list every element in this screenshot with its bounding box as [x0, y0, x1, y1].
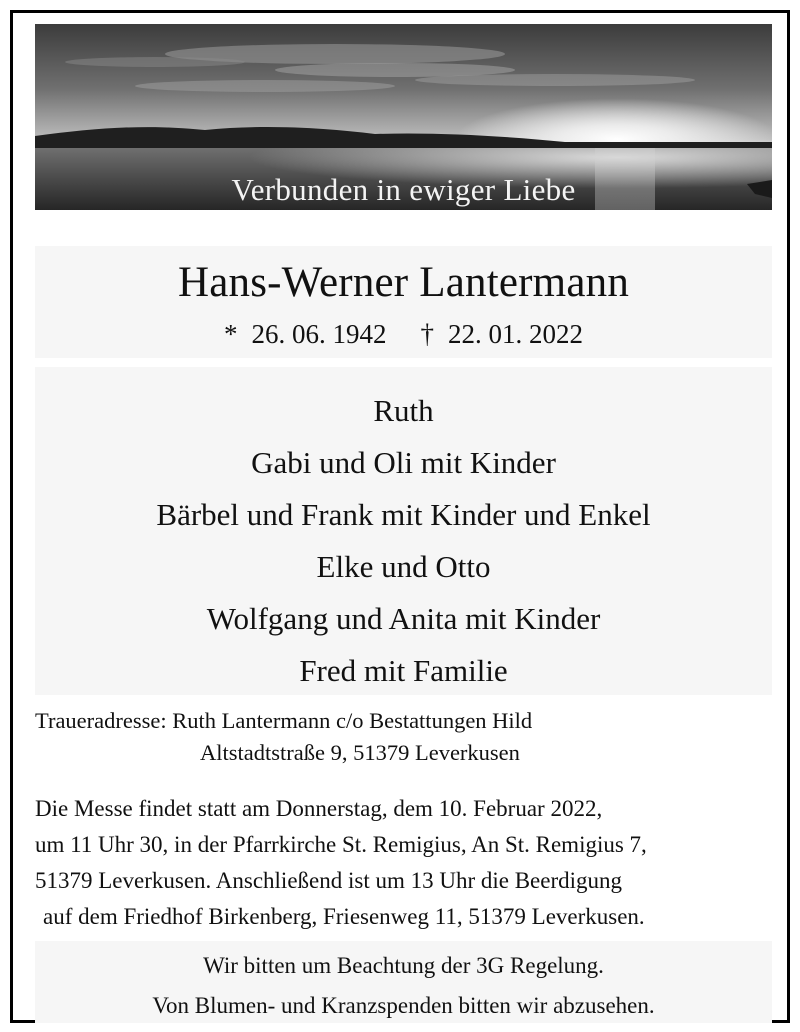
- obituary-frame: [10, 10, 790, 1023]
- address-line-2: Altstadtstraße 9, 51379 Leverkusen: [200, 740, 520, 765]
- name-section: [35, 246, 772, 358]
- mourning-address: [35, 705, 532, 769]
- birth-date: 26. 06. 1942: [251, 319, 387, 349]
- family-member: Wolfgang und Anita mit Kinder: [206, 601, 601, 636]
- mass-line: auf dem Friedhof Birkenberg, Friesenweg 11, 51379 Leverkusen.: [43, 904, 645, 929]
- notes-section: [35, 941, 772, 1023]
- birth-symbol: *: [224, 319, 238, 349]
- hero-caption: Verbunden in ewiger Liebe: [231, 172, 576, 207]
- note-3g-rule: Wir bitten um Beachtung der 3G Regelung.: [203, 953, 604, 978]
- mass-line: um 11 Uhr 30, in der Pfarrkirche St. Remigius, An St. Remigius 7,: [35, 832, 647, 857]
- death-cross-icon: †: [420, 319, 434, 349]
- family-member: Fred mit Familie: [299, 653, 508, 688]
- deceased-name: Hans-Werner Lantermann: [177, 259, 630, 306]
- death-date: 22. 01. 2022: [448, 319, 583, 349]
- address-line-1: Traueradresse: Ruth Lantermann c/o Bestattungen Hild: [35, 708, 533, 733]
- family-section: [35, 367, 772, 695]
- note-flowers: Von Blumen- und Kranzspenden bitten wir abzusehen.: [152, 993, 655, 1018]
- sunset-image: [35, 24, 772, 210]
- family-member: Ruth: [373, 393, 434, 428]
- life-dates: [35, 319, 772, 350]
- family-member: Elke und Otto: [316, 549, 491, 584]
- family-member: Gabi und Oli mit Kinder: [251, 445, 556, 480]
- mass-info: [35, 791, 775, 935]
- mass-line: Die Messe findet statt am Donnerstag, dem 10. Februar 2022,: [35, 796, 603, 821]
- mass-line: 51379 Leverkusen. Anschließend ist um 13 Uhr die Beerdigung: [35, 868, 623, 893]
- family-member: Bärbel und Frank mit Kinder und Enkel: [156, 497, 651, 532]
